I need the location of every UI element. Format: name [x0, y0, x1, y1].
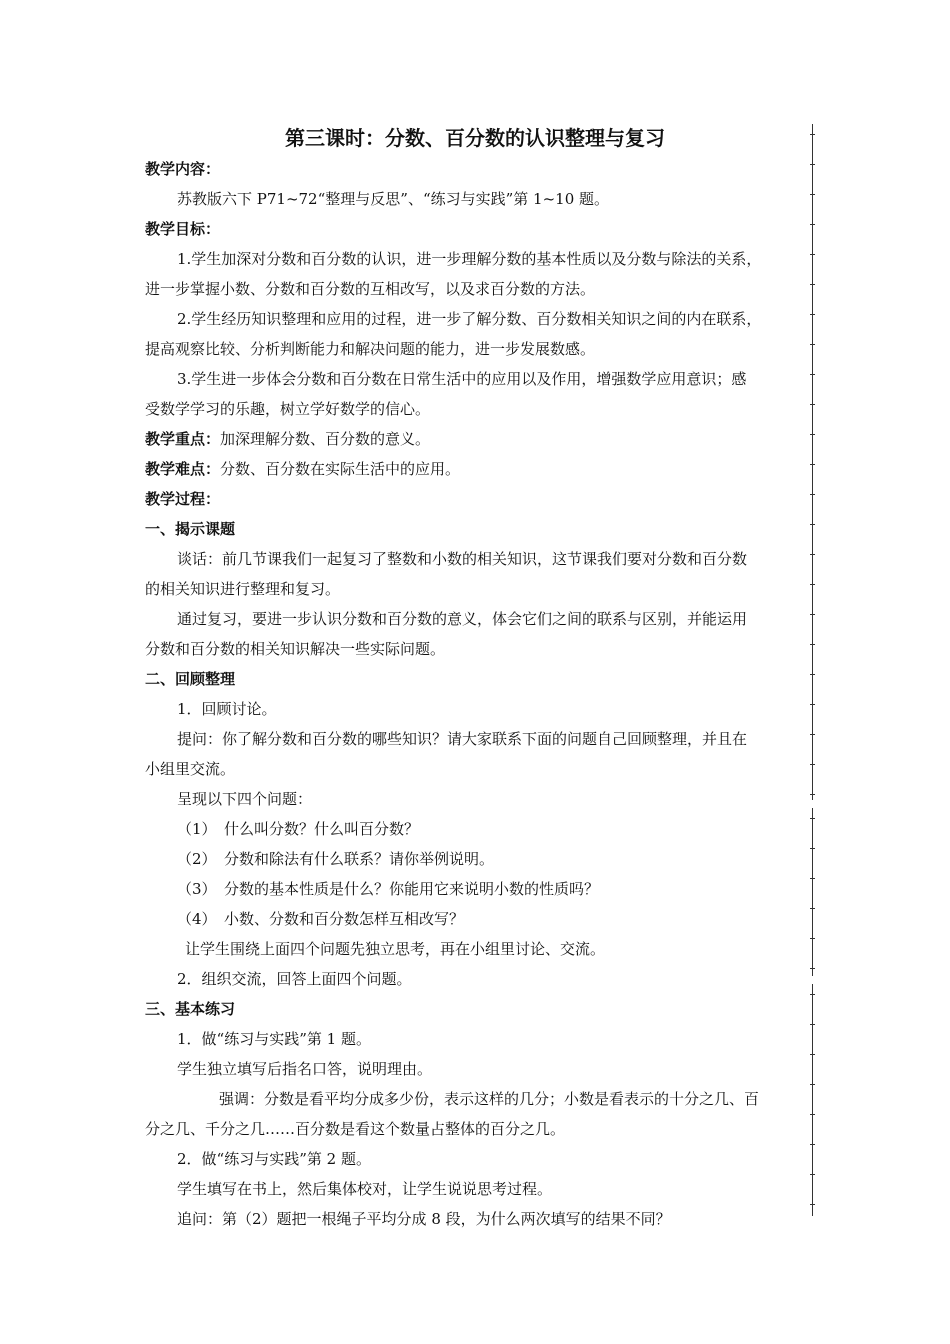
margin-tick	[810, 704, 815, 705]
margin-tick	[810, 878, 815, 879]
page-title: 第三课时：分数、百分数的认识整理与复习	[285, 126, 665, 150]
margin-tick	[810, 968, 815, 969]
margin-tick	[810, 224, 815, 225]
section-line: 让学生围绕上面四个问题先独立思考，再在小组里讨论、交流。	[185, 940, 606, 958]
margin-tick	[810, 314, 815, 315]
margin-tick	[810, 1204, 815, 1205]
section-line: 分数和百分数的相关知识解决一些实际问题。	[145, 640, 446, 658]
margin-tick	[810, 434, 815, 435]
margin-tick	[810, 1174, 815, 1175]
objective-line: 1.学生加深对分数和百分数的认识，进一步理解分数的基本性质以及分数与除法的关系，	[177, 250, 762, 268]
margin-tick	[810, 254, 815, 255]
section-line: 分之几、千分之几……百分数是看这个数量占整体的百分之几。	[145, 1120, 566, 1138]
margin-tick	[810, 554, 815, 555]
section-item: 2．组织交流，回答上面四个问题。	[177, 970, 412, 988]
objective-line: 3.学生进一步体会分数和百分数在日常生活中的应用以及作用，增强数学应用意识；感	[177, 370, 747, 388]
objective-line: 提高观察比较、分析判断能力和解决问题的能力，进一步发展数感。	[145, 340, 596, 358]
margin-tick	[810, 908, 815, 909]
objective-line: 受数学学习的乐趣，树立学好数学的信心。	[145, 400, 431, 418]
document-body	[145, 154, 811, 1234]
section-item: 2．做“练习与实践”第 2 题。	[177, 1150, 371, 1168]
margin-tick	[810, 1084, 815, 1085]
margin-tick	[810, 818, 815, 819]
section-item: 1．回顾讨论。	[177, 700, 277, 718]
margin-tick	[810, 794, 815, 795]
process-label: 教学过程：	[145, 490, 221, 508]
margin-tick	[810, 1054, 815, 1055]
section-line: 谈话：前几节课我们一起复习了整数和小数的相关知识，这节课我们要对分数和百分数	[177, 550, 748, 568]
margin-tick	[810, 1024, 815, 1025]
objective-line: 2.学生经历知识整理和应用的过程，进一步了解分数、百分数相关知识之间的内在联系，	[177, 310, 762, 328]
difficulty	[145, 454, 811, 484]
margin-tick	[810, 584, 815, 585]
objective-line: 进一步掌握小数、分数和百分数的互相改写，以及求百分数的方法。	[145, 280, 596, 298]
margin-tick	[810, 938, 815, 939]
key-point-label: 教学重点：	[145, 430, 221, 448]
section-line: 通过复习，要进一步认识分数和百分数的意义，体会它们之间的联系与区别，并能运用	[177, 610, 748, 628]
margin-rule	[812, 124, 813, 800]
content-text: 苏教版六下 P71~72“整理与反思”、“练习与实践”第 1~10 题。	[177, 190, 610, 208]
margin-tick	[810, 994, 815, 995]
margin-tick	[810, 848, 815, 849]
key-point	[145, 424, 811, 454]
margin-tick	[810, 764, 815, 765]
section-line: 强调：分数是看平均分成多少份，表示这样的几分；小数是看表示的十分之几、百	[219, 1090, 760, 1108]
section-heading: 三、基本练习	[145, 1000, 236, 1018]
difficulty-label: 教学难点：	[145, 460, 221, 478]
section-line: 学生独立填写后指名口答，说明理由。	[177, 1060, 433, 1078]
question-item: （3） 分数的基本性质是什么？你能用它来说明小数的性质吗？	[177, 880, 600, 898]
content-label: 教学内容：	[145, 160, 221, 178]
margin-tick	[810, 464, 815, 465]
objectives-label: 教学目标：	[145, 220, 221, 238]
margin-tick	[810, 374, 815, 375]
margin-tick	[810, 1114, 815, 1115]
margin-tick	[810, 134, 815, 135]
margin-tick	[810, 1144, 815, 1145]
section-line: 提问：你了解分数和百分数的哪些知识？请大家联系下面的问题自己回顾整理，并且在	[177, 730, 748, 748]
margin-tick	[810, 614, 815, 615]
section-item: 1．做“练习与实践”第 1 题。	[177, 1030, 371, 1048]
section-heading: 一、揭示课题	[145, 520, 236, 538]
margin-tick	[810, 494, 815, 495]
margin-tick	[810, 404, 815, 405]
margin-tick	[810, 734, 815, 735]
question-item: （2） 分数和除法有什么联系？请你举例说明。	[177, 850, 495, 868]
section-line: 呈现以下四个问题：	[177, 790, 313, 808]
margin-tick	[810, 674, 815, 675]
key-point-text: 加深理解分数、百分数的意义。	[220, 430, 431, 448]
margin-tick	[810, 344, 815, 345]
margin-tick	[810, 644, 815, 645]
question-item: （4） 小数、分数和百分数怎样互相改写？	[177, 910, 465, 928]
section-line: 追问：第（2）题把一根绳子平均分成 8 段，为什么两次填写的结果不同？	[177, 1210, 671, 1228]
question-item: （1） 什么叫分数？什么叫百分数？	[177, 820, 420, 838]
difficulty-text: 分数、百分数在实际生活中的应用。	[220, 460, 461, 478]
margin-tick	[810, 284, 815, 285]
margin-rule	[812, 808, 813, 976]
margin-tick	[810, 524, 815, 525]
margin-tick	[810, 194, 815, 195]
section-line: 小组里交流。	[145, 760, 236, 778]
section-heading: 二、回顾整理	[145, 670, 236, 688]
section-line: 学生填写在书上，然后集体校对，让学生说说思考过程。	[177, 1180, 553, 1198]
margin-tick	[810, 164, 815, 165]
section-line: 的相关知识进行整理和复习。	[145, 580, 341, 598]
margin-rule	[812, 984, 813, 1216]
